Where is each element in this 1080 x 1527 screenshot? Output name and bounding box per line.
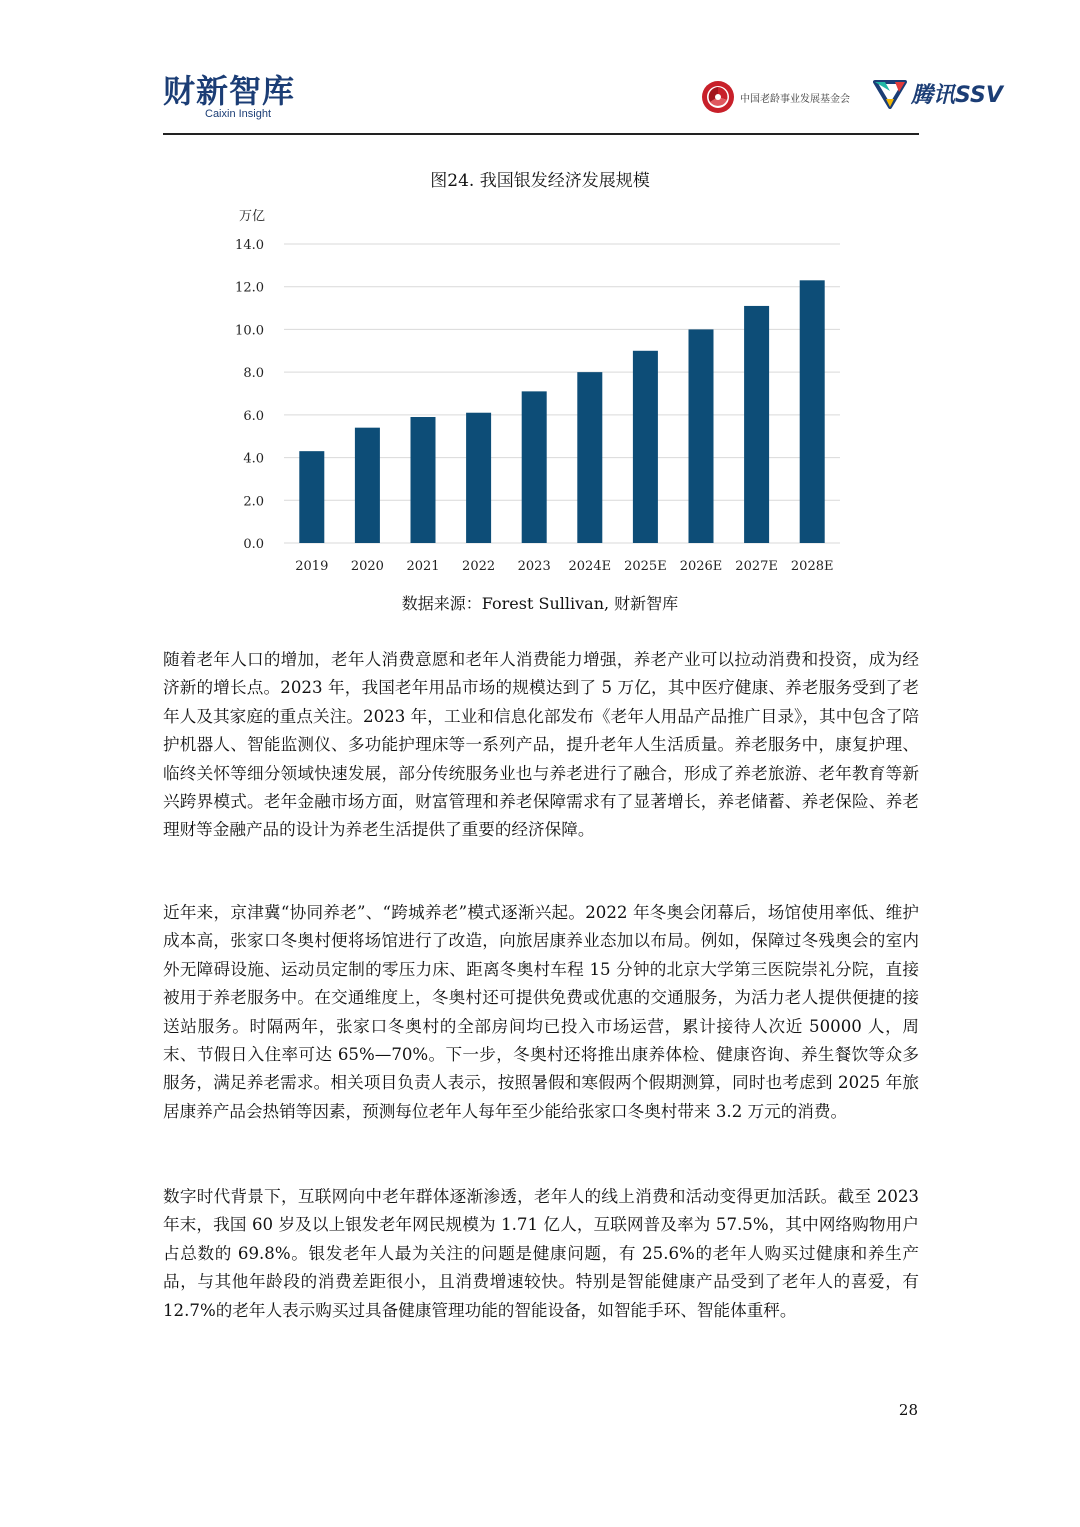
foundation-emblem-icon (701, 80, 735, 114)
y-tick-label: 2.0 (243, 494, 264, 510)
x-tick-label: 2028E (790, 559, 834, 574)
x-tick-label: 2025E (624, 559, 667, 574)
y-tick-label: 10.0 (235, 323, 264, 339)
x-tick-label: 2022 (462, 559, 496, 574)
chart-x-ticks (295, 559, 833, 574)
figure-title: 图24. 我国银发经济发展规模 (430, 171, 650, 191)
y-tick-label: 8.0 (243, 366, 264, 382)
x-tick-label: 2019 (295, 559, 329, 574)
brand-name-en: Caixin Insight (205, 108, 272, 120)
bar-2027E (744, 306, 769, 543)
x-tick-label: 2021 (406, 559, 440, 574)
tencent-ssv-logo (873, 78, 1003, 109)
partner-name: 中国老龄事业发展基金会 (740, 93, 850, 105)
chart-y-ticks (235, 238, 264, 552)
bar-2028E (800, 280, 825, 543)
bar-2020 (355, 428, 380, 543)
y-axis-label: 万亿 (238, 209, 266, 224)
bar-2026E (689, 329, 714, 543)
bar-2023 (522, 391, 547, 543)
header-divider (163, 133, 919, 135)
caixin-logo (163, 72, 295, 120)
y-tick-label: 6.0 (243, 408, 264, 424)
y-tick-label: 12.0 (235, 280, 264, 296)
partner-logo (701, 80, 850, 114)
bar-2019 (299, 451, 324, 543)
x-tick-label: 2020 (350, 559, 384, 574)
figure-source: 数据来源：Forest Sullivan, 财新智库 (401, 594, 679, 613)
x-tick-label: 2026E (679, 559, 723, 574)
y-tick-label: 14.0 (235, 238, 264, 253)
bar-2025E (633, 351, 658, 543)
y-tick-label: 4.0 (243, 451, 264, 467)
page-number: 28 (898, 1401, 918, 1419)
bar-2021 (411, 417, 436, 543)
x-tick-label: 2023 (517, 559, 551, 574)
page-header (163, 72, 1003, 134)
tencent-ssv-icon (873, 79, 907, 109)
x-tick-label: 2024E (568, 559, 612, 574)
paragraph-3: 数字时代背景下，互联网向中老年群体逐渐渗透，老年人的线上消费和活动变得更加活跃。截至 2023 年末，我国 60 岁及以上银发老年网民规模为 1.71 亿人，互联网普及率为 57.5%，其中网络购物用户占总数的 69.8%。银发老年人最为关注的问题是健康问题，有 25.6%的老年人购买过健康和养生产品，与其他年龄段的消费差距很小，且消费增速较快。特别是智能健康产品受到了老年人的喜爱，有 12.7%的老年人表示购买过具备健康管理功能的智能设备，如智能手环、智能体重秤。 (163, 1187, 919, 1320)
chart-bars (299, 280, 824, 543)
bar-2024E (577, 372, 602, 543)
y-tick-label: 0.0 (243, 537, 264, 552)
paragraph-2: 近年来，京津冀“协同养老”、“跨城养老”模式逐渐兴起。2022 年冬奥会闭幕后，场馆使用率低、维护成本高，张家口冬奥村便将场馆进行了改造，向旅居康养业态加以布局。例如，保障过冬残奥会的室内外无障碍设施、运动员定制的零压力床、距离冬奥村车程 15 分钟的北京大学第三医院崇礼分院，直接被用于养老服务中。在交通维度上，冬奥村还可提供免费或优惠的交通服务，为活力老人提供便捷的接送站服务。时隔两年，张家口冬奥村的全部房间均已投入市场运营，累计接待人次近 50000 人，周末、节假日入住率可达 65%—70%。下一步，冬奥村还将推出康养体检、健康咨询、养生餐饮等众多服务，满足养老需求。相关项目负责人表示，按照暑假和寒假两个假期测算，同时也考虑到 2025 年旅居康养产品会热销等因素，预测每位老年人每年至少能给张家口冬奥村带来 3.2 万元的消费。 (163, 903, 919, 1121)
brand-name-cn: 财新智库 (163, 72, 296, 110)
bar-2022 (466, 413, 491, 543)
x-tick-label: 2027E (735, 559, 778, 574)
tencent-ssv-name: 腾讯SSV (911, 83, 1003, 108)
paragraph-1: 随着老年人口的增加，老年人消费意愿和老年人消费能力增强，养老产业可以拉动消费和投资，成为经济新的增长点。2023 年，我国老年用品市场的规模达到了 5 万亿，其中医疗健康、养老服务受到了老年人及其家庭的重点关注。2023 年，工业和信息化部发布《老年人用品产品推广目录》，其中包含了陪护机器人、智能监测仪、多功能护理床等一系列产品，提升老年人生活质量。养老服务中，康复护理、临终关怀等细分领域快速发展，部分传统服务业也与养老进行了融合，形成了养老旅游、老年教育等新兴跨界模式。老年金融市场方面，财富管理和养老保障需求有了显著增长，养老储蓄、养老保险、养老理财等金融产品的设计为养老生活提供了重要的经济保障。 (163, 650, 919, 840)
bar-chart (228, 204, 848, 584)
